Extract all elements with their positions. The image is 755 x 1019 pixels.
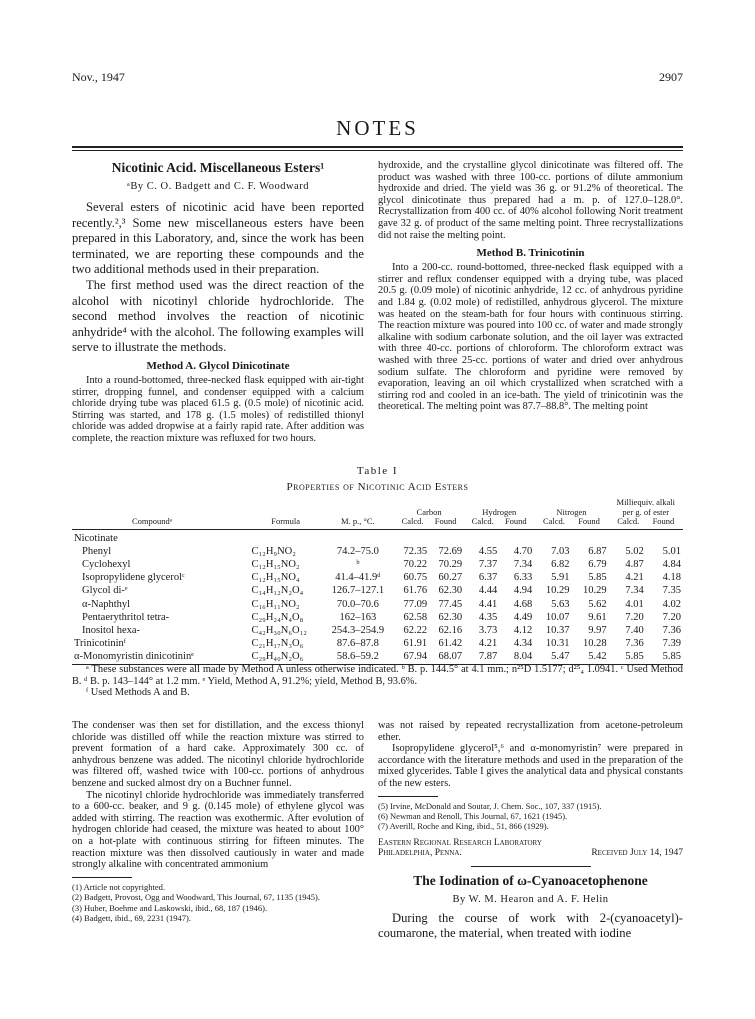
received-date: Received July 14, 1947	[591, 847, 683, 858]
carbon-label: Carbon	[416, 506, 442, 517]
header-milliequiv	[609, 498, 683, 529]
cell-m-found: 4.18	[662, 572, 681, 584]
cell-m-found: 5.01	[662, 545, 681, 557]
compound-name: Pentaerythritol tetra-	[82, 611, 170, 623]
column-3	[72, 720, 364, 923]
compound-name: α-Monomyristin dinicotininᵉ	[72, 650, 250, 664]
header-hydrogen	[464, 498, 534, 529]
header-mp: M. p., °C.	[341, 516, 375, 526]
cell-formula: C₁₂H₉NO₂	[251, 545, 296, 557]
article-authors: ᵃBy C. O. Badgett and C. F. Woodward	[126, 181, 310, 192]
column-4	[378, 720, 683, 942]
cell-h-calc: 4.35	[478, 611, 498, 623]
reference: (7) Averill, Roche and King, ibid., 51, 866 (1929).	[378, 821, 549, 832]
lab-city: Philadelphia, Penna.	[378, 847, 462, 858]
reference-rule	[378, 796, 438, 797]
calcd-label: Calcd.	[542, 516, 565, 526]
table-label: Table I	[356, 465, 399, 477]
compound-name: Cyclohexyl	[82, 558, 131, 570]
cell-c-found: 77.45	[438, 598, 463, 610]
footnote: (4) Badgett, ibid., 69, 2231 (1947).	[72, 912, 191, 923]
cell-m-calc: 5.85	[609, 650, 646, 664]
cell-c-calc: 72.35	[403, 545, 428, 557]
group-label: Nicotinate	[72, 529, 683, 545]
cell-mp: 162–163	[339, 611, 377, 623]
cell-formula: C₂₉H₂₄N₄O₈	[251, 611, 304, 623]
article-separator	[471, 866, 591, 867]
cell-c-calc: 70.22	[403, 558, 428, 570]
header-nitrogen	[534, 498, 608, 529]
cell-m-found: 7.36	[662, 624, 681, 636]
footnote-rule	[72, 877, 132, 878]
cell-n-calc: 7.03	[551, 545, 570, 557]
cell-n-found: 5.62	[588, 598, 607, 610]
table-row	[72, 611, 683, 624]
cell-c-calc: 62.58	[403, 611, 428, 623]
paragraph: hydroxide, and the crystalline glycol dinicotinate was filtered off. The product was washed with three 100-cc. portions of dilute ammonium hydroxide and dried. The yield was 36 g. or 91.2% of theoretical. The glycol dinicotinate thus prepared had a m. p. of 127.0–128.0°. Recrystallization from 400 cc. of 40% alcohol following Norit treatment gave 32 g. of product of the same melting point. Three recrystallizations did not raise the melting point.	[378, 160, 683, 241]
cell-h-found: 4.94	[513, 585, 533, 597]
cell-h-calc: 7.37	[478, 558, 498, 570]
cell-n-found: 9.97	[588, 624, 607, 636]
cell-m-found: 7.39	[662, 638, 681, 650]
cell-m-found: 7.35	[662, 585, 681, 597]
cell-c-calc: 61.76	[403, 585, 428, 597]
cell-n-calc: 10.29	[545, 585, 570, 597]
cell-h-calc: 4.41	[478, 598, 498, 610]
table-body	[72, 529, 683, 664]
cell-c-calc: 67.94	[394, 650, 429, 664]
found-label: Found	[578, 516, 600, 526]
cell-c-found: 72.69	[438, 545, 463, 557]
cell-n-found: 5.85	[588, 572, 607, 584]
cell-m-calc: 7.36	[625, 638, 644, 650]
cell-m-calc: 4.87	[625, 558, 644, 570]
calcd-label: Calcd.	[471, 516, 494, 526]
paragraph: The nicotinyl chloride hydrochloride was immediately transferred to a 600-cc. beaker, and 9 g. (0.145 mole) of ethylene glycol was added with stirring. The reaction was exothermic. After evolution of hydrogen chloride had ceased, the mixture was heated to about 100° on a hot-plate with continuous stirring for fifteen minutes. The reaction mixture was then dissolved cautiously in water and made strongly alkaline with concentrated ammonium	[72, 789, 364, 871]
cell-n-calc: 5.63	[551, 598, 570, 610]
cell-n-calc: 10.31	[545, 638, 570, 650]
cell-c-calc: 62.22	[403, 624, 428, 636]
table-row	[72, 650, 683, 664]
cell-mp: ᵇ	[356, 558, 360, 570]
footnote: (1) Article not copyrighted.	[72, 881, 166, 892]
cell-mp: 74.2–75.0	[336, 545, 379, 557]
found-label: Found	[652, 516, 675, 526]
lab-name: Eastern Regional Research Laboratory	[378, 837, 542, 848]
cell-h-found: 4.12	[513, 624, 533, 636]
cell-c-found: 62.30	[438, 611, 463, 623]
table-row	[72, 624, 683, 637]
cell-c-calc: 77.09	[403, 598, 428, 610]
cell-h-found: 4.68	[513, 598, 533, 610]
cell-h-calc: 6.37	[478, 572, 498, 584]
cell-m-found: 7.20	[662, 611, 681, 623]
footnote: (3) Huber, Boehme and Laskowski, ibid., 68, 187 (1946).	[72, 902, 268, 913]
cell-n-found: 6.79	[588, 558, 607, 570]
article2-title: The Iodination of ω-Cyanoacetophenone	[413, 872, 648, 888]
table-title: Properties of Nicotinic Acid Esters	[286, 481, 469, 493]
header-date: Nov., 1947	[72, 70, 125, 84]
hydrogen-label: Hydrogen	[482, 506, 517, 517]
footnotes	[72, 882, 364, 924]
cell-m-calc: 4.01	[625, 598, 644, 610]
cell-h-found: 6.33	[513, 572, 533, 584]
compound-name: Phenyl	[82, 545, 112, 557]
cell-n-found: 10.29	[582, 585, 607, 597]
cell-n-calc: 5.47	[534, 650, 571, 664]
table-note-1: ᵃ These substances were all made by Method A unless otherwise indicated. ᵇ B. p. 144.5° at 4.1 mm.; n²⁵D 1.5177; d²⁵₄ 1.0941. ᶜ Used Method B. ᵈ B. p. 143–144° at 1.2 mm. ᵉ Yield, Method A, 91.2%; yield, Method B, 93.6%.	[72, 664, 683, 687]
top-rule-thin	[72, 150, 683, 151]
cell-c-found: 62.30	[438, 585, 463, 597]
section-title: NOTES	[336, 116, 419, 140]
cell-n-calc: 10.07	[545, 611, 570, 623]
footnote: (2) Badgett, Provost, Ogg and Woodward, This Journal, 67, 1135 (1945).	[72, 892, 320, 903]
compound-name: Glycol di-ᵉ	[82, 585, 128, 597]
cell-c-calc: 60.75	[403, 572, 428, 584]
paragraph: The condenser was then set for distillation, and the excess thionyl chloride was distilled off while the reaction mixture was stirred to prevent formation of a hard cake. Approximately 300 cc. of anhydrous benzene was added. The nicotinyl chloride hydrochloride was filtered off, washed twice with 100-cc. portions of anhydrous benzene and sucked almost dry on a Buchner funnel.	[72, 720, 364, 789]
cell-h-found: 4.49	[513, 611, 533, 623]
cell-mp: 70.0–70.6	[336, 598, 379, 610]
cell-n-found: 5.42	[571, 650, 608, 664]
cell-formula: C₁₆H₁₁NO₂	[251, 598, 300, 610]
cell-n-found: 10.28	[582, 638, 607, 650]
table-row	[72, 584, 683, 597]
cell-formula: C₂₁H₁₇N₃O₆	[251, 638, 304, 650]
cell-mp: 58.6–59.2	[322, 650, 394, 664]
cell-formula: C₄₂H₃₀N₆O₁₂	[251, 624, 307, 636]
header-compound: Compoundᵃ	[132, 516, 173, 526]
paragraph: The first method used was the direct reaction of the alcohol with nicotinyl chloride hydrochloride. The second method involves the reaction of nicotinic anhydride⁴ with the alcohol. The following examples will serve to illustrate the methods.	[72, 277, 364, 355]
article2-authors: By W. M. Hearon and A. F. Helin	[452, 893, 609, 905]
table-row	[72, 598, 683, 611]
found-label: Found	[504, 516, 527, 526]
cell-formula: C₁₄H₁₂N₂O₄	[251, 585, 304, 597]
cell-c-found: 68.07	[429, 650, 464, 664]
table-group-row	[72, 529, 683, 545]
nitrogen-label: Nitrogen	[556, 506, 587, 517]
lab-line-2	[378, 848, 683, 858]
cell-h-found: 4.70	[513, 545, 533, 557]
cell-h-calc: 4.55	[478, 545, 498, 557]
cell-h-calc: 4.44	[478, 585, 498, 597]
table-row	[72, 558, 683, 571]
cell-mp: 254.3–254.9	[331, 624, 385, 636]
properties-table	[72, 498, 683, 665]
reference: (5) Irvine, McDonald and Soutar, J. Chem. Soc., 107, 337 (1915).	[378, 800, 602, 811]
header-carbon	[394, 498, 464, 529]
table-row	[72, 571, 683, 584]
cell-h-found: 7.34	[513, 558, 533, 570]
cell-m-calc: 5.02	[625, 545, 644, 557]
table-notes	[72, 664, 683, 699]
compound-name: Inositol hexa-	[82, 624, 141, 636]
cell-m-calc: 7.34	[625, 585, 644, 597]
cell-c-found: 62.16	[438, 624, 463, 636]
lab-line-1	[378, 838, 683, 848]
page-number: 2907	[659, 70, 683, 84]
table-note-2: ᶠ Used Methods A and B.	[86, 687, 190, 699]
paragraph: During the course of work with 2-(cyanoacetyl)-coumarone, the material, when treated with iodine	[378, 910, 683, 941]
cell-formula: C₂₉H₄₀N₂O₆	[250, 650, 322, 664]
column-1	[72, 160, 364, 445]
method-a-heading: Method A. Glycol Dinicotinate	[146, 359, 290, 372]
milliequiv-label: Milliequiv. alkali per g. of ester	[616, 497, 676, 517]
cell-h-calc: 4.21	[478, 638, 498, 650]
cell-n-calc: 10.37	[545, 624, 570, 636]
found-label: Found	[434, 516, 457, 526]
compound-name: Trinicotininᶠ	[74, 638, 126, 650]
cell-m-found: 4.84	[662, 558, 681, 570]
cell-n-found: 9.61	[588, 611, 607, 623]
reference: (6) Newman and Renoll, This Journal, 67, 1621 (1945).	[378, 810, 568, 821]
top-rule	[72, 146, 683, 148]
cell-h-found: 4.34	[513, 638, 533, 650]
cell-c-found: 61.42	[438, 638, 463, 650]
cell-h-calc: 7.87	[464, 650, 499, 664]
cell-n-found: 6.87	[588, 545, 607, 557]
paragraph: Into a 200-cc. round-bottomed, three-necked flask equipped with a stirrer and reflux condenser equipped with a drying tube, was placed 20.5 g. (0.09 mole) of nicotinic anhydride, 12 cc. of anhydrous pyridine and 1.84 g. (0.02 mole) of redistilled, anhydrous glycerol. The mixture was heated on the steam-bath for four hours with continuous stirring. The reaction mixture was poured into 100 cc. of water and made strongly alkaline with sodium carbonate solution, and the oil layer was extracted with three 40-cc. portions of chloroform. The chloroform extract was washed with three 25-cc. portions of water and dried over anhydrous sodium sulfate. The chloroform and pyridine were removed by evaporation, leaving an oil which crystallized when scratched with a stirring rod and cooled in an ice-bath. The yield of trinicotinin was the theoretical. The melting point was 87.7–88.8°. The melting point	[378, 262, 683, 413]
compound-name: α-Naphthyl	[82, 598, 131, 610]
cell-c-found: 60.27	[438, 572, 463, 584]
header-formula: Formula	[271, 516, 301, 526]
cell-m-found: 4.02	[662, 598, 681, 610]
cell-h-found: 8.04	[499, 650, 534, 664]
column-2	[378, 160, 683, 413]
cell-n-calc: 6.82	[551, 558, 570, 570]
paragraph: Isopropylidene glycerol⁵,⁶ and α-monomyristin⁷ were prepared in accordance with the literature methods and used in the preparation of the mixed glycerides. Table I gives the analytical data and physical constants of the new esters.	[378, 743, 683, 789]
cell-mp: 126.7–127.1	[331, 585, 385, 597]
cell-h-calc: 3.73	[478, 624, 498, 636]
cell-m-found: 5.85	[646, 650, 683, 664]
paragraph: was not raised by repeated recrystallization from acetone-petroleum ether.	[378, 720, 683, 743]
compound-name: Isopropylidene glycerolᶜ	[82, 572, 185, 584]
cell-n-calc: 5.91	[551, 572, 570, 584]
cell-formula: C₁₂H₁₅NO₂	[251, 558, 300, 570]
method-b-heading: Method B. Trinicotinin	[476, 247, 585, 260]
table-row	[72, 637, 683, 650]
cell-mp: 41.4–41.9ᵈ	[335, 572, 381, 584]
cell-c-found: 70.29	[438, 558, 463, 570]
paragraph: Into a round-bottomed, three-necked flask equipped with air-tight stirrer, dropping funnel, and condenser equipped with a calcium chloride drying tube was placed 61.5 g. (0.5 mole) of nicotinic acid. Stirring was started, and 178 g. (1.5 moles) of redistilled thionyl chloride was added dropwise at a fairly rapid rate. After addition was complete, the reaction mixture was refluxed for two hours.	[72, 374, 364, 444]
cell-mp: 87.6–87.8	[336, 638, 379, 650]
calcd-label: Calcd.	[617, 516, 640, 526]
cell-m-calc: 7.20	[625, 611, 644, 623]
cell-m-calc: 7.40	[625, 624, 644, 636]
cell-formula: C₁₂H₁₅NO₄	[251, 572, 300, 584]
paragraph: Several esters of nicotinic acid have been reported recently.²,³ Some new miscellaneous esters have been prepared in this Laboratory, and, since the work has been terminated, we are reporting these compounds and the two additional methods used in their preparation.	[72, 200, 364, 277]
calcd-label: Calcd.	[401, 516, 424, 526]
cell-m-calc: 4.21	[625, 572, 644, 584]
table-row	[72, 545, 683, 558]
lab-affiliation	[378, 838, 683, 858]
cell-c-calc: 61.91	[403, 638, 428, 650]
article-title: Nicotinic Acid. Miscellaneous Esters¹	[111, 160, 325, 175]
